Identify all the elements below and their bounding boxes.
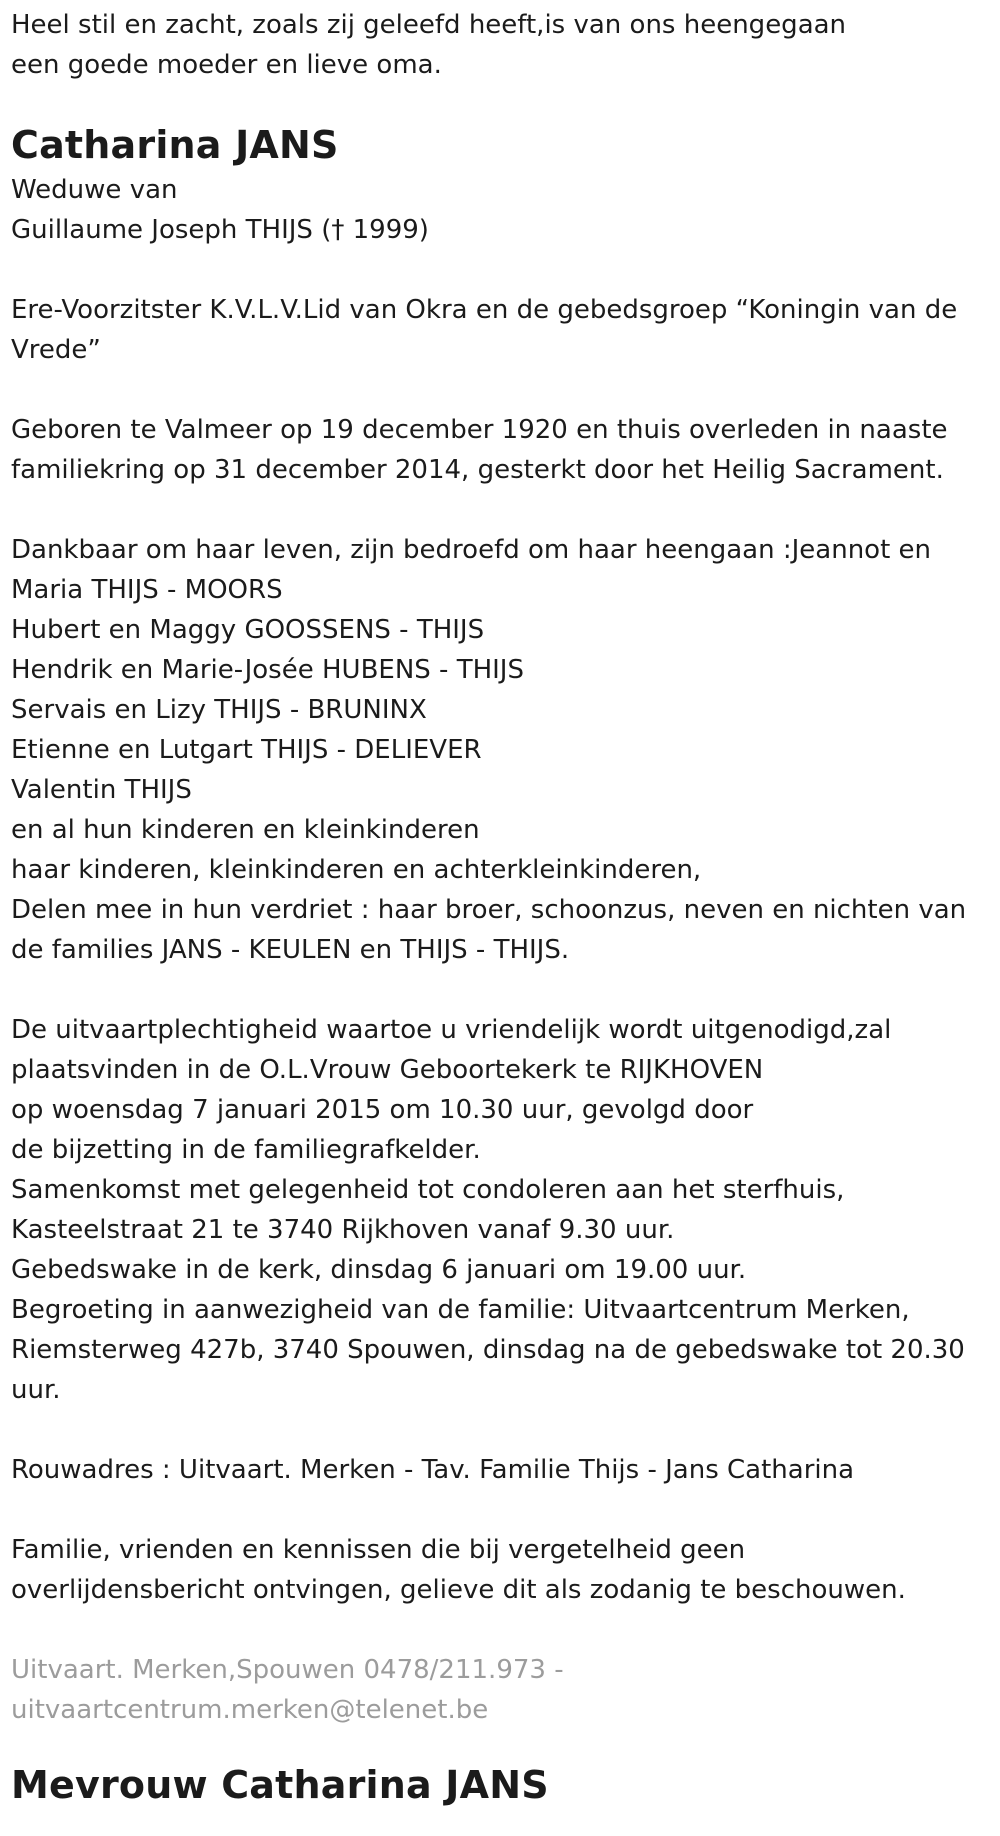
family-line: Hubert en Maggy GOOSSENS - THIJS bbox=[11, 615, 485, 645]
birth-death-line: familiekring op 31 december 2014, gesterkt door het Heilig Sacrament. bbox=[11, 455, 944, 485]
notice-line: Familie, vrienden en kennissen die bij vergetelheid geen bbox=[11, 1535, 746, 1565]
ceremony-line: Gebedswake in de kerk, dinsdag 6 januari om 19.00 uur. bbox=[11, 1255, 747, 1285]
intro-text bbox=[11, 5, 991, 85]
family-line: Hendrik en Marie-Josée HUBENS - THIJS bbox=[11, 655, 524, 685]
ceremony-line: De uitvaartplechtigheid waartoe u vriendelijk wordt uitgenodigd,zal bbox=[11, 1015, 892, 1045]
spouse-line: Weduwe van bbox=[11, 175, 178, 205]
ceremony-line: op woensdag 7 januari 2015 om 10.30 uur, gevolgd door bbox=[11, 1095, 754, 1125]
role-section bbox=[11, 290, 991, 370]
spouse-line: Guillaume Joseph THIJS († 1999) bbox=[11, 215, 429, 245]
ceremony-line: Samenkomst met gelegenheid tot condoleren aan het sterfhuis, bbox=[11, 1175, 845, 1205]
closing-name-heading: Mevrouw Catharina JANS bbox=[11, 1763, 549, 1807]
family-line: de families JANS - KEULEN en THIJS - THIJS. bbox=[11, 935, 570, 965]
birth-death-section bbox=[11, 410, 991, 490]
ceremony-line: Kasteelstraat 21 te 3740 Rijkhoven vanaf 9.30 uur. bbox=[11, 1215, 675, 1245]
role-line: Ere-Voorzitster K.V.L.V.Lid van Okra en de gebedsgroep “Koningin van de bbox=[11, 295, 958, 325]
spouse-section bbox=[11, 170, 991, 250]
family-line: Valentin THIJS bbox=[11, 775, 192, 805]
notice-section bbox=[11, 1530, 991, 1610]
contact-email[interactable]: uitvaartcentrum.merken@telenet.be bbox=[11, 1695, 489, 1725]
role-line: Vrede” bbox=[11, 335, 101, 365]
intro-line: een goede moeder en lieve oma. bbox=[11, 50, 442, 80]
ceremony-line: uur. bbox=[11, 1375, 61, 1405]
family-line: Servais en Lizy THIJS - BRUNINX bbox=[11, 695, 427, 725]
ceremony-line: plaatsvinden in de O.L.Vrouw Geboortekerk te RIJKHOVEN bbox=[11, 1055, 764, 1085]
birth-death-line: Geboren te Valmeer op 19 december 1920 en thuis overleden in naaste bbox=[11, 415, 948, 445]
contact-line: Uitvaart. Merken,Spouwen 0478/211.973 - bbox=[11, 1655, 564, 1685]
mourning-address: Rouwadres : Uitvaart. Merken - Tav. Familie Thijs - Jans Catharina bbox=[11, 1455, 855, 1485]
family-line: haar kinderen, kleinkinderen en achterkleinkinderen, bbox=[11, 855, 702, 885]
ceremony-line: Riemsterweg 427b, 3740 Spouwen, dinsdag na de gebedswake tot 20.30 bbox=[11, 1335, 965, 1365]
ceremony-section bbox=[11, 1010, 991, 1410]
funeral-home-contact bbox=[11, 1650, 991, 1730]
intro-line: Heel stil en zacht, zoals zij geleefd heeft,is van ons heengegaan bbox=[11, 10, 847, 40]
family-line: en al hun kinderen en kleinkinderen bbox=[11, 815, 480, 845]
deceased-name-heading: Catharina JANS bbox=[11, 123, 339, 167]
notice-line: overlijdensbericht ontvingen, gelieve dit als zodanig te beschouwen. bbox=[11, 1575, 906, 1605]
ceremony-line: Begroeting in aanwezigheid van de familie: Uitvaartcentrum Merken, bbox=[11, 1295, 910, 1325]
family-line: Maria THIJS - MOORS bbox=[11, 575, 283, 605]
family-line: Dankbaar om haar leven, zijn bedroefd om haar heengaan :Jeannot en bbox=[11, 535, 932, 565]
family-line: Etienne en Lutgart THIJS - DELIEVER bbox=[11, 735, 482, 765]
ceremony-line: de bijzetting in de familiegrafkelder. bbox=[11, 1135, 481, 1165]
family-line: Delen mee in hun verdriet : haar broer, schoonzus, neven en nichten van bbox=[11, 895, 967, 925]
family-section bbox=[11, 530, 991, 970]
obituary-page bbox=[11, 0, 991, 1810]
